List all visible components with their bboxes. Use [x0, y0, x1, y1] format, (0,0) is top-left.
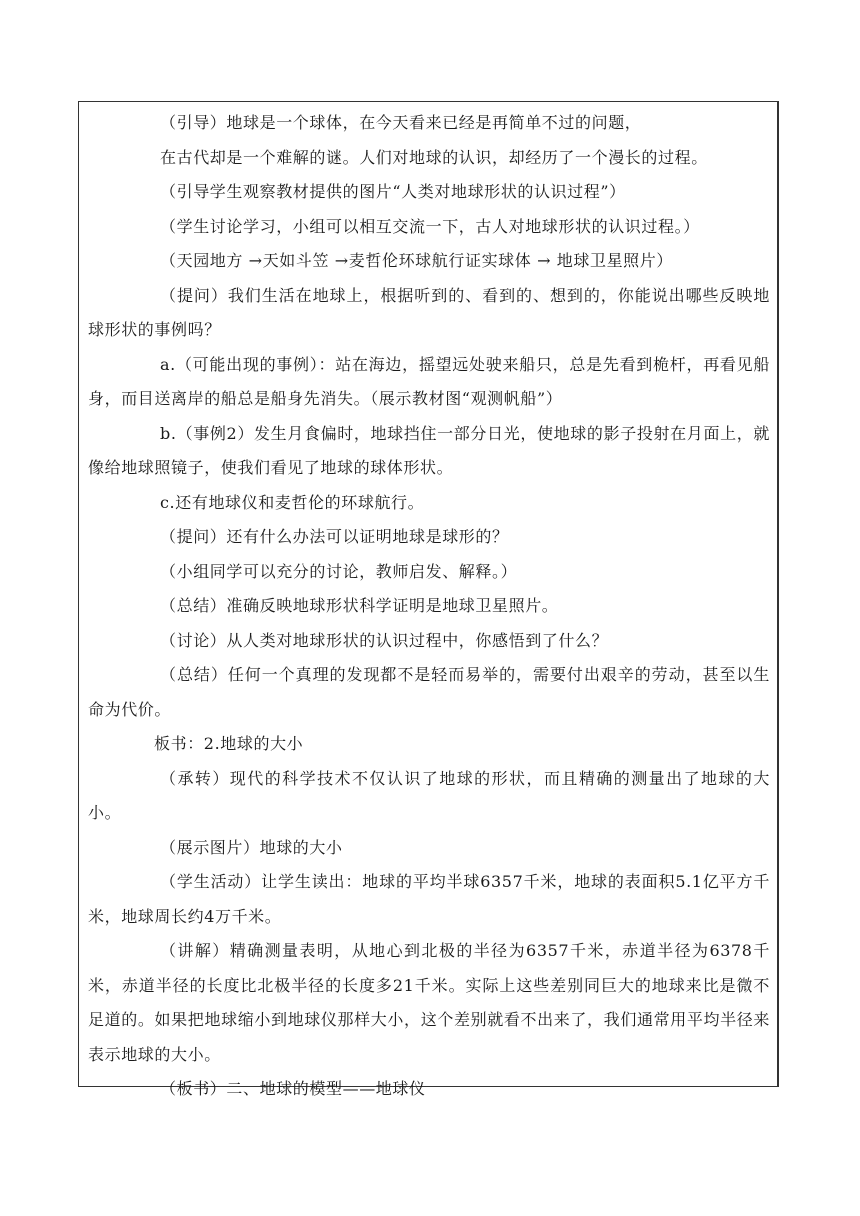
paragraph-show-picture: （展示图片）地球的大小 [160, 837, 343, 857]
paragraph-cognition-sequence: （天园地方 →天如斗笠 →麦哲伦环球航行证实球体 → 地球卫星照片） [160, 251, 673, 270]
paragraph-summary-truth: （总结）任何一个真理的发现都不是轻而易举的，需要付出艰辛的劳动，甚至以生命为代价。 [88, 665, 770, 719]
paragraph-board-size: 板书：2.地球的大小 [154, 734, 304, 753]
paragraph-explanation: （讲解）精确测量表明，从地心到北极的半径为6357千米，赤道半径为6378千米，赤道半径的长度比北极半径的长度多21千米。实际上这些差别同巨大的地球来比是微不足道的。如果把地球缩小到地球仪那样大小，这个差别就看不出来了，我们通常用平均半径来表示地球的大小。 [88, 941, 770, 1064]
paragraph-question-examples: （提问）我们生活在地球上，根据听到的、看到的、想到的，你能说出哪些反映地球形状的事例吗？ [88, 285, 770, 339]
paragraph-example-b: b.（事例2）发生月食偏时，地球挡住一部分日光，使地球的影子投射在月面上，就像给地球照镜子，使我们看见了地球的球体形状。 [88, 423, 770, 477]
paragraph-student-discussion: （学生讨论学习，小组可以相互交流一下，古人对地球形状的认识过程。） [160, 216, 700, 236]
paragraph-observe-pictures: （引导学生观察教材提供的图片“人类对地球形状的认识过程”） [160, 182, 626, 201]
paragraph-transition: （承转）现代的科学技术不仅认识了地球的形状，而且精确的测量出了地球的大小。 [88, 768, 770, 822]
paragraph-group-discussion: （小组同学可以充分的讨论，教师启发、解释。） [160, 561, 518, 581]
paragraph-ancient-mystery: 在古代却是一个难解的谜。人们对地球的认识，却经历了一个漫长的过程。 [160, 147, 708, 167]
paragraph-question-proof: （提问）还有什么办法可以证明地球是球形的？ [160, 527, 509, 546]
paragraph-example-a: a.（可能出现的事例）：站在海边，摇望远处驶来船只，总是先看到桅杆，再看见船身，而目送离岸的船总是船身先消失。（展示教材图“观测帆船”） [88, 354, 770, 408]
paragraph-discuss-insight: （讨论）从人类对地球形状的认识过程中，你感悟到了什么？ [160, 630, 609, 650]
table-column-divider [777, 102, 778, 1086]
paragraph-example-c: c.还有地球仪和麦哲伦的环球航行。 [160, 492, 425, 512]
paragraph-board-globe: （板书）二、地球的模型——地球仪 [160, 1079, 426, 1098]
paragraph-student-activity: （学生活动）让学生读出：地球的平均半球6357千米，地球的表面积5.1亿平方千米，地球周长约4万千米。 [88, 872, 770, 926]
paragraph-guide-earth-sphere: （引导）地球是一个球体，在今天看来已经是再简单不过的问题， [160, 113, 642, 132]
lesson-content [88, 106, 770, 1107]
paragraph-summary-satellite: （总结）准确反映地球形状科学证明是地球卫星照片。 [160, 596, 559, 615]
